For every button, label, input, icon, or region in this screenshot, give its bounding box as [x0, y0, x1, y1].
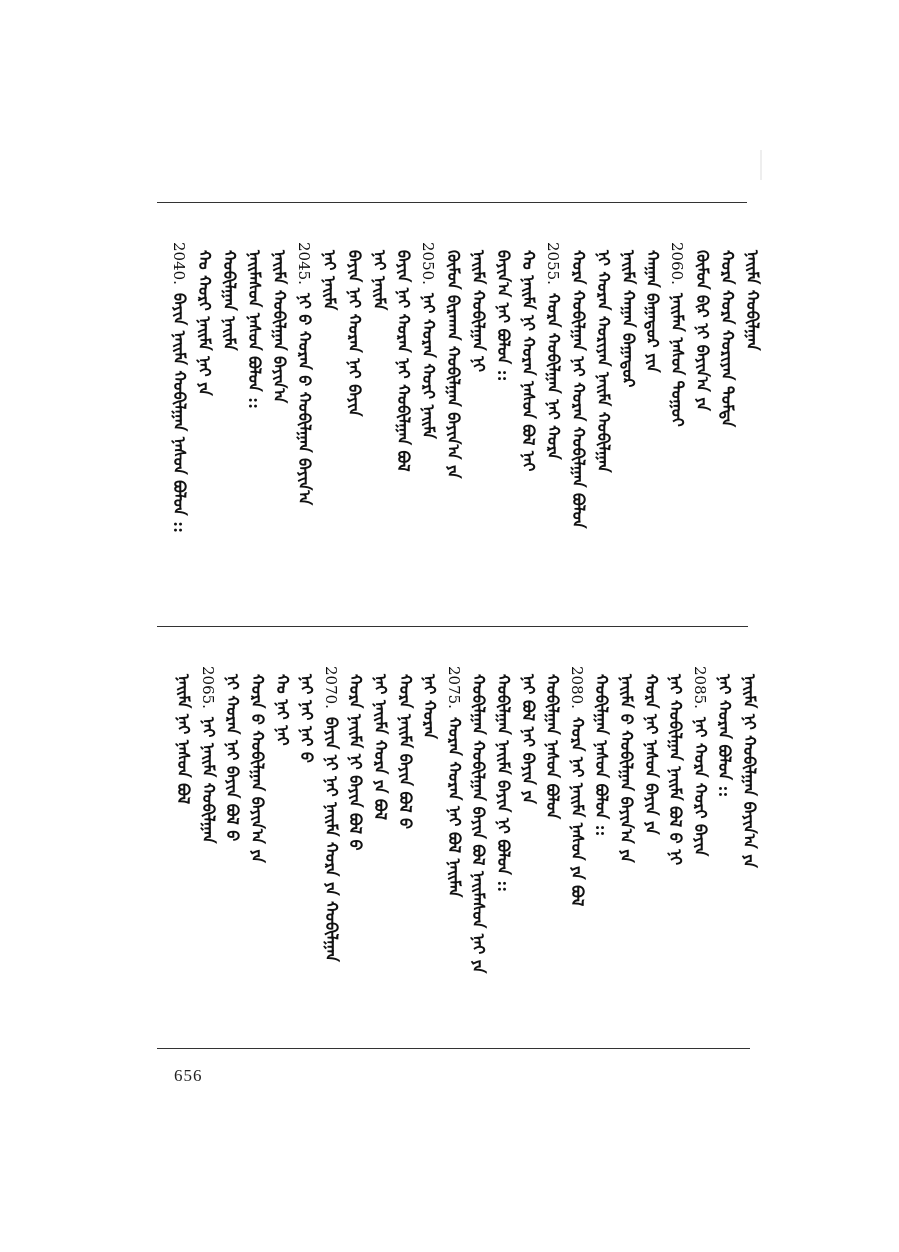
verse-line — [223, 666, 243, 842]
verse-line — [346, 666, 366, 851]
verse-line — [569, 666, 585, 906]
line-text: ᠨᠢ ᠬᠤᠷᠠᠨ ᠬᠤᠷᠢᠶᠠᠨ ᠨᠠᠢᠮᠠ ᠬᠤᠪᠢᠯᠭᠠᠨ — [593, 250, 613, 473]
line-text: ᠬᠤᠪᠢᠯᠭᠠᠨ ᠨᠠᠰᠤᠨ ᠪᠣᠯᠤᠨ :: — [592, 674, 612, 837]
line-text: ᠨᠠᠢᠮᠠᠰᠤᠨ ᠨᠠᠰᠤᠨ ᠪᠣᠯᠤᠨ :: — [245, 250, 264, 409]
line-text: ᠨᠠᠢ ᠬᠤᠷᠠᠨ ᠬᠣᠷᠢ ᠨᠠᠢᠮᠠ — [419, 292, 439, 439]
verse-line — [371, 242, 387, 310]
verse-line — [495, 242, 511, 381]
verse-line — [249, 666, 265, 863]
line-text: ᠪᠠᠶᠢᠨ ᠨᠠᠢ ᠬᠤᠷᠠᠨ ᠨᠠᠢ ᠬᠤᠪᠢᠯᠭᠠᠨ ᠪᠣᠯ — [394, 250, 414, 472]
line-text: ᠬᠤᠷᠠ ᠨᠠᠢ ᠨᠠᠢᠮᠠ ᠨᠠᠰᠤᠨ ᠶᠡ ᠪᠣᠯ — [567, 716, 587, 907]
verse-line — [741, 666, 757, 868]
verse-line — [643, 666, 659, 835]
verse-line — [323, 666, 339, 962]
verse-line — [495, 666, 511, 892]
line-text: ᠨᠠᠢᠮᠠ ᠨᠢ ᠬᠤᠪᠢᠯᠭᠠᠨ ᠪᠠᠶᠢᠨ᠎ᠠ ᠶᠡ — [740, 674, 759, 868]
line-number: 2085. — [690, 666, 709, 709]
line-text: ᠬᠤ ᠬᠣᠷᠢ ᠨᠠᠢᠮᠠ ᠨᠠᠢ ᠶᠡ — [195, 250, 215, 396]
line-text: ᠬᠦᠮᠦᠨ ᠪᠢᠷᠠᠬᠠᠨ ᠬᠤᠪᠢᠯᠭᠠᠨ ᠪᠠᠶᠢᠨ᠎ᠠ ᠶᠡ — [444, 250, 464, 479]
line-text: ᠨᠠᠢᠮᠠ ᠪ ᠬᠤᠪᠢᠯᠭᠠᠨ ᠪᠠᠶᠢᠨ᠎ᠠ ᠶᠡ — [617, 674, 636, 863]
line-text: ᠬᠤᠷᠠ ᠨᠠᠢᠮᠠ ᠨᠢ ᠪᠠᠶᠢᠨ ᠪᠣᠯ ᠪ — [346, 674, 366, 851]
line-text: ᠬᠤᠷᠠ ᠪ ᠬᠤᠪᠢᠯᠭᠠᠨ ᠪᠠᠶᠢᠨ᠎ᠠ ᠶᠡ — [248, 674, 267, 863]
line-text: ᠬᠤᠪᠢᠯᠭᠠᠨ ᠨᠠᠰᠤᠨ ᠪᠣᠯᠤᠨ — [543, 674, 563, 820]
line-text: ᠬᠤᠷᠠ ᠬᠤᠪᠢᠯᠭᠠᠨ ᠨᠠᠢ ᠬᠤᠷᠠ — [543, 292, 563, 460]
line-number: 2045. — [294, 242, 313, 285]
line-text: ᠬᠤᠷᠠ ᠬᠤᠪᠢᠯᠭᠠᠨ ᠨᠠᠢ ᠬᠤᠷᠠᠨ ᠬᠤᠪᠢᠯᠭᠠᠨ ᠪᠣᠯᠤᠨ — [568, 250, 588, 529]
verse-line — [595, 242, 611, 473]
line-number: 2080. — [567, 666, 586, 709]
line-text: ᠬᠤᠷᠠ ᠨᠠᠢᠮᠠ ᠪᠠᠶᠢᠨ ᠪᠣᠯ ᠪ — [395, 674, 415, 830]
verse-line — [668, 242, 688, 427]
line-text: ᠬᠤᠪᠢᠯᠭᠠᠨ ᠨᠠᠢᠮᠠ ᠪᠠᠶᠢᠨ ᠨᠢ ᠪᠣᠯᠤᠨ :: — [494, 674, 513, 893]
line-text: ᠨᠠᠢ ᠪᠣᠯ ᠨᠠᠢ ᠪᠠᠶᠢᠨ ᠶᠡ — [518, 674, 538, 804]
verse-line — [545, 242, 561, 460]
verse-line — [715, 666, 735, 798]
line-text: ᠬᠠᠭᠠᠨ ᠪᠠᠭᠠᠲᠤᠷ ᠶᠢᠨ — [643, 250, 663, 373]
verse-line — [543, 666, 563, 820]
verse-line — [321, 242, 337, 310]
line-number: 2060. — [668, 242, 687, 285]
line-text: ᠨᠠᠢᠮᠠ ᠬᠤᠪᠢᠯᠭᠠᠨ ᠨᠢ — [469, 250, 489, 373]
verse-line — [372, 666, 388, 820]
line-text: ᠬᠤ ᠨᠠᠢ ᠨᠠᠢ — [272, 674, 292, 746]
line-number: 2050. — [419, 242, 438, 285]
line-text: ᠨᠠᠢᠮᠠ ᠬᠠᠭᠠᠨ ᠪᠠᠭᠠᠲᠤᠷ — [618, 250, 638, 388]
line-text: ᠬᠤᠷᠠᠨ ᠬᠤᠷᠠᠨ ᠨᠠᠢ ᠪᠣᠯ ᠨᠠᠢᠮᠠᠨ — [444, 716, 464, 898]
line-text: ᠨᠠᠢ ᠬᠤᠷᠠᠨ ᠪᠣᠯᠤᠨ :: — [715, 674, 735, 798]
rule-top — [157, 202, 747, 203]
verse-line — [346, 242, 362, 416]
line-text: ᠪᠠᠶᠢᠨ ᠨᠠᠢᠮᠠ ᠬᠤᠪᠢᠯᠭᠠᠨ ᠨᠠᠰᠤᠨ ᠪᠣᠯᠤᠨ :: — [170, 292, 190, 533]
line-text: ᠨᠠᠢᠮᠠ ᠨᠠᠢ ᠨᠠᠰᠤᠨ ᠪᠣᠯ — [174, 674, 194, 805]
line-text: ᠨᠢ ᠬᠤᠷᠠᠨ ᠨᠠᠢ ᠪᠠᠶᠢᠨ ᠪᠣᠯ ᠪ — [223, 674, 243, 842]
line-text: ᠨᠠᠢ ᠬᠤᠷᠠᠨ — [420, 674, 440, 739]
rule-bottom — [157, 1048, 750, 1049]
line-text: ᠬᠦᠮᠦᠨ ᠪᠢᠷ ᠨᠢ ᠪᠠᠶᠢᠨ᠎ᠠ ᠶᠡ — [693, 250, 713, 411]
verse-line — [195, 242, 215, 396]
line-number: 2065. — [198, 666, 217, 709]
line-text: ᠨᠠᠢ ᠨᠠᠢᠮᠠ ᠬᠤᠪᠢᠯᠭᠠᠨ — [198, 716, 218, 844]
line-number: 2075. — [444, 666, 463, 709]
verse-line — [520, 666, 536, 804]
verse-line — [297, 666, 317, 763]
line-text: ᠬᠤᠪᠢᠯᠭᠠᠨ ᠬᠤᠪᠢᠯᠭᠠᠨ ᠪᠠᠶᠢᠨ ᠪᠣᠯ ᠨᠠᠢᠮᠠᠰᠤᠨ ᠨᠠᠢ ᠶᠡ — [469, 674, 489, 974]
verse-line — [446, 666, 462, 897]
verse-line — [394, 242, 414, 472]
verse-line — [296, 242, 312, 505]
line-text: ᠬᠤ ᠨᠠᠢᠮᠠ ᠨᠢ ᠬᠤᠷᠠᠨ ᠨᠠᠰᠤᠨ ᠪᠣᠯ ᠨᠠᠢ — [518, 250, 538, 472]
verse-line — [271, 242, 287, 403]
verse-line — [643, 242, 663, 373]
page-edge-mark — [760, 150, 762, 180]
line-text: ᠨᠠᠢ ᠨᠠᠢᠮᠠ — [369, 250, 389, 311]
line-text: ᠪᠠᠶᠢᠨ ᠨᠢ ᠨᠠᠢ ᠨᠠᠢᠮᠠ ᠬᠤᠷᠠ ᠶᠡ ᠬᠤᠪᠢᠯᠭᠠᠨ — [321, 716, 341, 962]
verse-line — [170, 242, 190, 533]
verse-line — [718, 242, 738, 428]
line-text: ᠨᠠᠢ ᠬᠤᠷᠠ ᠬᠣᠷᠢ ᠪᠠᠶᠢᠨ — [690, 716, 710, 857]
verse-line — [469, 242, 489, 373]
verse-line — [592, 666, 612, 837]
line-text: ᠨᠠᠢᠮᠠ ᠬᠤᠪᠢᠯᠭᠠᠨ ᠪᠠᠶᠢᠨ᠎ᠠ — [269, 250, 289, 404]
verse-line — [469, 666, 489, 974]
line-number: 2040. — [170, 242, 189, 285]
verse-line — [419, 242, 439, 439]
line-text: ᠪᠠᠶᠢᠨ ᠨᠠᠢ ᠬᠤᠷᠠᠨ ᠨᠠᠢ ᠪᠠᠶᠢᠨ — [344, 250, 364, 417]
page-number: 656 — [174, 1066, 203, 1085]
line-text: ᠨᠠᠢ ᠨᠠᠢᠮᠠ ᠬᠤᠷᠠ ᠶᠡ ᠪᠣᠯ — [371, 674, 390, 820]
line-text: ᠨᠠᠢ ᠨᠠᠢ ᠨᠠᠢ ᠪ — [297, 674, 317, 763]
verse-line — [274, 666, 290, 746]
line-text: ᠨᠠᠢᠮᠠᠨ ᠨᠠᠰᠤᠨ ᠳᠤᠭᠤᠢ — [668, 292, 688, 427]
line-text: ᠨᠠᠢ ᠬᠤᠪᠢᠯᠭᠠᠨ ᠨᠠᠢᠮᠠ ᠪᠣᠯ ᠪ ᠨᠢ — [666, 674, 686, 866]
line-text: ᠬᠤᠪᠢᠯᠭᠠᠨ ᠨᠠᠢᠮᠠ — [220, 250, 240, 351]
line-text: ᠬᠤᠷᠠ ᠨᠠᠢ ᠨᠠᠰᠤᠨ ᠪᠠᠶᠢᠨ ᠶᠡ — [641, 674, 661, 835]
verse-line — [397, 666, 413, 829]
verse-line — [693, 242, 713, 411]
verse-line — [620, 242, 636, 387]
rule-middle — [157, 626, 748, 627]
line-text: ᠨᠠᠢᠮᠠ ᠬᠤᠪᠢᠯᠭᠠᠨ — [743, 250, 762, 351]
line-text: ᠪᠠᠶᠢᠨ᠎ᠠ ᠨᠠᠢ ᠪᠣᠯᠤᠨ :: — [494, 250, 513, 382]
line-number: 2070. — [321, 666, 340, 709]
line-number: 2055. — [543, 242, 562, 285]
verse-line — [692, 666, 708, 856]
line-text: ᠨᠠᠢ ᠨᠠᠢᠮᠠ — [319, 250, 339, 311]
verse-line — [520, 242, 536, 471]
line-text: ᠬᠤᠷᠠ ᠬᠤᠷᠠ ᠬᠣᠷᠢᠶᠠᠨ ᠳᠤᠮᠳᠠ — [718, 250, 738, 428]
verse-line — [666, 666, 686, 866]
verse-line — [174, 666, 194, 805]
verse-line — [420, 666, 440, 739]
verse-line — [200, 666, 216, 844]
verse-line — [220, 242, 240, 351]
verse-line — [744, 242, 760, 351]
line-text: ᠨᠢ ᠪ ᠬᠤᠷᠠᠨ ᠪ ᠬᠤᠪᠢᠯᠭᠠᠨ ᠪᠠᠶᠢᠨ᠎ᠠ — [294, 292, 314, 506]
verse-line — [444, 242, 464, 479]
verse-line — [570, 242, 586, 529]
verse-line — [618, 666, 634, 863]
verse-line — [246, 242, 262, 409]
